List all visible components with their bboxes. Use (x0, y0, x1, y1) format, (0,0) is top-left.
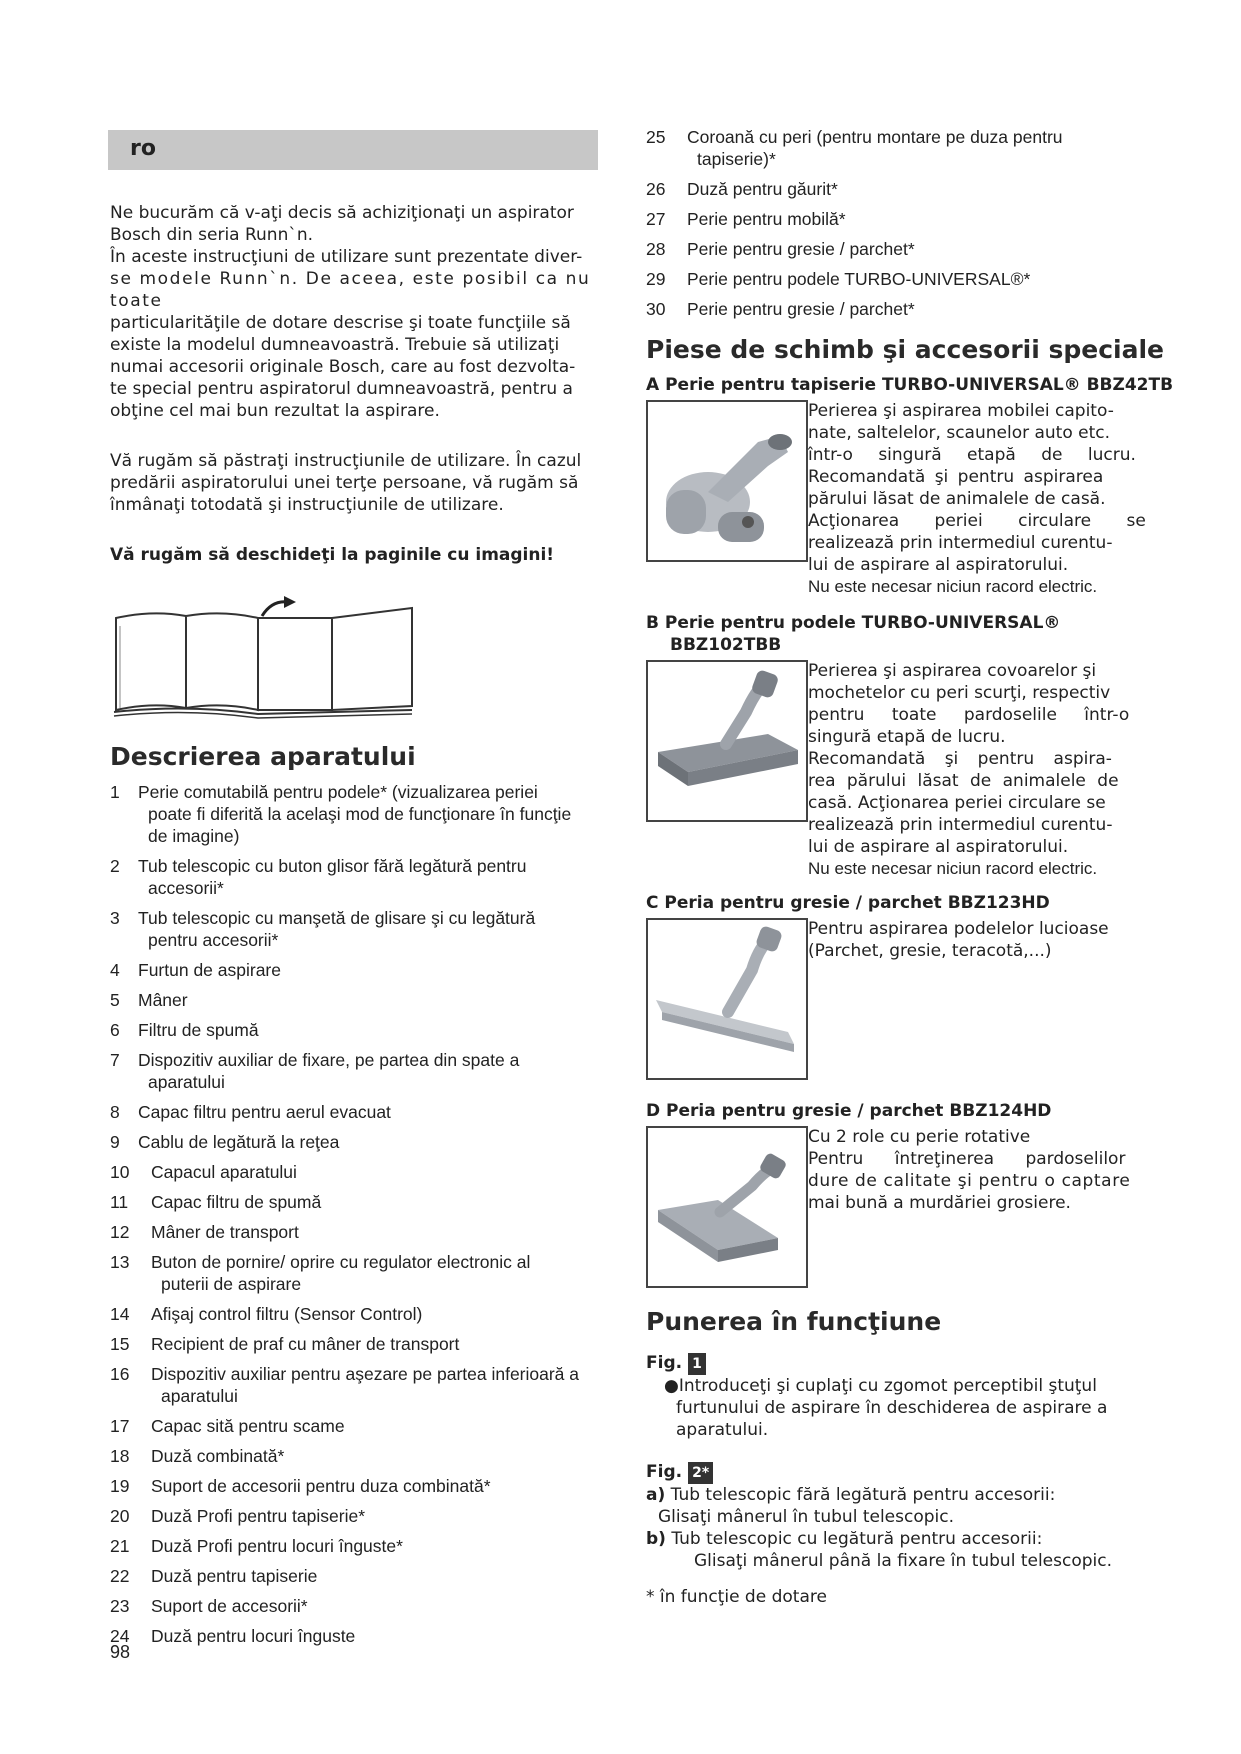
intro-line: numai accesorii originale Bosch, care au fost dezvolta- (110, 357, 576, 377)
list-item (110, 1251, 615, 1295)
accessory-a-note: Nu este necesar niciun racord electric. (808, 577, 1098, 596)
accessory-b-line: casă. Acţionarea periei circulare se (808, 793, 1106, 813)
accessory-b-line: pentru toate pardoselile într-o (808, 705, 1130, 725)
item-text (687, 268, 1186, 290)
accessory-b-line: Recomandată şi pentru aspira- (808, 749, 1112, 769)
item-text-line: Mâner (138, 990, 188, 1010)
item-text-continuation: accesorii* (148, 878, 224, 898)
list-item (110, 1333, 615, 1355)
operation-title: Punerea în funcţiune (646, 1307, 942, 1336)
list-item (110, 1415, 615, 1437)
figure-2-b (646, 1528, 1186, 1550)
accessory-b-line: realizează prin intermediul curentu- (808, 815, 1113, 835)
item-text-line: Dispozitiv auxiliar pentru aşezare pe partea inferioară a (151, 1364, 580, 1384)
item-number: 13 (110, 1252, 130, 1272)
accessory-b-line: mochetelor cu peri scurţi, respectiv (808, 683, 1111, 703)
item-number: 25 (646, 127, 666, 147)
list-item (110, 989, 615, 1011)
list-item (110, 907, 615, 951)
item-text-line: Duză pentru locuri înguste (151, 1626, 356, 1646)
item-text-line: Duză Profi pentru tapiserie* (151, 1506, 365, 1526)
list-item (646, 126, 1186, 170)
item-text (151, 1363, 615, 1407)
item-number: 9 (110, 1132, 120, 1152)
item-text-line: Duză pentru tapiserie (151, 1566, 318, 1586)
item-number: 3 (110, 908, 120, 928)
intro-line: predării aspiratorului unei terţe persoane, vă rugăm să (110, 473, 579, 493)
item-text (138, 855, 615, 899)
turbo-upholstery-brush-image (646, 400, 808, 562)
item-text-line: Perie pentru mobilă* (687, 209, 846, 229)
item-text (138, 781, 615, 847)
item-number: 5 (110, 990, 120, 1010)
item-number: 22 (110, 1566, 130, 1586)
item-text-continuation: tapiserie)* (697, 149, 776, 169)
item-text-line: Perie comutabilă pentru podele* (vizualizarea periei (138, 782, 538, 802)
item-text-line: Tub telescopic cu buton glisor fără legătură pentru (138, 856, 527, 876)
item-text-line: Capac filtru pentru aerul evacuat (138, 1102, 391, 1122)
intro-line: Bosch din seria Runn`n. (110, 225, 314, 245)
item-text-line: Recipient de praf cu mâner de transport (151, 1334, 460, 1354)
step-continuation: Glisaţi mânerul până la fixare în tubul telescopic. (694, 1551, 1113, 1571)
item-text (138, 1131, 615, 1153)
item-text-line: Perie pentru podele TURBO-UNIVERSAL®* (687, 269, 1031, 289)
fig-number: 1 (688, 1353, 706, 1375)
intro-line: Ne bucurăm că v-aţi decis să achiziţionaţi un aspirator (110, 203, 574, 223)
item-number: 14 (110, 1304, 130, 1324)
footnote: * în funcţie de dotare (646, 1587, 827, 1607)
item-number: 10 (110, 1162, 130, 1182)
item-text-continuation: aparatului (161, 1386, 238, 1406)
accessory-c (646, 918, 1186, 1098)
item-text (151, 1565, 615, 1587)
open-image-pages-note: Vă rugăm să deschideţi la paginile cu imagini! (110, 545, 555, 565)
fig-label: Fig. (646, 1353, 683, 1373)
item-text-line: Buton de pornire/ oprire cu regulator electronic al (151, 1252, 531, 1272)
intro-line: înmânaţi totodată şi instrucţiunile de utilizare. (110, 495, 504, 515)
item-text-line: Afişaj control filtru (Sensor Control) (151, 1304, 423, 1324)
roller-floor-brush-image (646, 1126, 808, 1288)
item-text-line: Capac sită pentru scame (151, 1416, 345, 1436)
item-text-line: Suport de accesorii* (151, 1596, 308, 1616)
item-number: 18 (110, 1446, 130, 1466)
item-number: 27 (646, 209, 666, 229)
accessory-d-heading: D Peria pentru gresie / parchet BBZ124HD (646, 1101, 1052, 1121)
page-number: 98 (110, 1642, 131, 1662)
item-text-continuation: de imagine) (148, 826, 240, 846)
item-text (138, 1019, 615, 1041)
accessory-b-note: Nu este necesar niciun racord electric. (808, 859, 1098, 878)
list-item (110, 1625, 615, 1647)
figure-2-a (646, 1484, 1186, 1506)
list-item (110, 1101, 615, 1123)
accessory-a-heading: A Perie pentru tapiserie TURBO-UNIVERSAL® BBZ42TB (646, 375, 1174, 395)
list-item (110, 855, 615, 899)
parts-list (110, 781, 615, 1647)
accessory-b (646, 660, 1186, 880)
intro-paragraph-2 (110, 450, 615, 516)
accessory-d-line: mai bună a murdăriei grosiere. (808, 1193, 1071, 1213)
list-item (646, 208, 1186, 230)
list-item (110, 1161, 615, 1183)
accessory-b-model: BBZ102TBB (670, 635, 782, 655)
item-text (151, 1475, 615, 1497)
item-text-line: Capac filtru de spumă (151, 1192, 322, 1212)
accessory-a-line: nate, saltelelor, scaunelor auto etc. (808, 423, 1111, 443)
item-number: 20 (110, 1506, 130, 1526)
accessory-a-line: părului lăsat de animalele de casă. (808, 489, 1106, 509)
intro-line: În aceste instrucţiuni de utilizare sunt prezentate diver- (110, 247, 583, 267)
accessory-b-line: rea părului lăsat de animalele de (808, 771, 1119, 791)
item-text (151, 1595, 615, 1617)
item-number: 19 (110, 1476, 130, 1496)
list-item (110, 1595, 615, 1617)
item-text (138, 1101, 615, 1123)
item-text-line: Duză Profi pentru locuri înguste* (151, 1536, 403, 1556)
list-item (110, 1221, 615, 1243)
accessory-c-heading: C Peria pentru gresie / parchet BBZ123HD (646, 893, 1050, 913)
item-text-line: Furtun de aspirare (138, 960, 281, 980)
item-number: 21 (110, 1536, 130, 1556)
item-text (138, 907, 615, 951)
item-number: 17 (110, 1416, 130, 1436)
list-item (646, 238, 1186, 260)
step-label: b) (646, 1529, 666, 1549)
list-item (110, 1565, 615, 1587)
item-text-line: Tub telescopic cu manşetă de glisare şi cu legătură (138, 908, 536, 928)
item-number: 30 (646, 299, 666, 319)
fig-label: Fig. (646, 1462, 683, 1482)
accessory-d (646, 1126, 1186, 1288)
item-text (138, 1049, 615, 1093)
item-text (151, 1535, 615, 1557)
list-item (110, 1019, 615, 1041)
step-continuation: Glisaţi mânerul în tubul telescopic. (658, 1507, 954, 1527)
accessory-a-line: realizează prin intermediul curentu- (808, 533, 1113, 553)
accessory-a (646, 400, 1186, 598)
list-item (110, 1445, 615, 1467)
item-text (151, 1333, 615, 1355)
turbo-floor-brush-image (646, 660, 808, 822)
item-text-line: Perie pentru gresie / parchet* (687, 299, 915, 319)
list-item (110, 781, 615, 847)
list-item (110, 1475, 615, 1497)
item-number: 12 (110, 1222, 130, 1242)
item-text (138, 959, 615, 981)
description-title: Descrierea aparatului (110, 742, 416, 771)
item-number: 26 (646, 179, 666, 199)
item-text (151, 1415, 615, 1437)
item-text (151, 1191, 615, 1213)
intro-paragraph-1 (110, 202, 615, 422)
hard-floor-brush-image (646, 918, 808, 1080)
item-number: 6 (110, 1020, 120, 1040)
step-label: a) (646, 1485, 666, 1505)
figure-2-label (646, 1461, 1186, 1484)
list-item (110, 1191, 615, 1213)
step-text: Tub telescopic fără legătură pentru accesorii: (670, 1485, 1056, 1505)
item-text (138, 989, 615, 1011)
language-code: ro (130, 136, 156, 161)
item-number: 23 (110, 1596, 130, 1616)
item-text-line: Filtru de spumă (138, 1020, 259, 1040)
figure-1-label (646, 1352, 1186, 1375)
instruction-line: aparatului. (676, 1420, 769, 1440)
accessory-d-line: dure de calitate şi pentru o captare (808, 1171, 1131, 1191)
item-text (687, 298, 1186, 320)
accessory-a-line: într-o singură etapă de lucru. (808, 445, 1136, 465)
accessory-a-line: Acţionarea periei circulare se (808, 511, 1146, 531)
item-number: 8 (110, 1102, 120, 1122)
list-item (110, 959, 615, 981)
item-number: 16 (110, 1364, 130, 1384)
item-text (151, 1221, 615, 1243)
item-text-line: Cablu de legătură la reţea (138, 1132, 340, 1152)
item-text-continuation: aparatului (148, 1072, 225, 1092)
list-item (110, 1303, 615, 1325)
list-item (110, 1535, 615, 1557)
intro-line: existe la modelul dumneavoastră. Trebuie să utilizaţi (110, 335, 560, 355)
item-text-line: Dispozitiv auxiliar de fixare, pe partea din spate a (138, 1050, 520, 1070)
accessory-b-line: singură etapă de lucru. (808, 727, 1006, 747)
accessory-a-line: lui de aspirare al aspiratorului. (808, 555, 1069, 575)
accessory-d-line: Pentru întreţinerea pardoselilor (808, 1149, 1126, 1169)
item-text (687, 208, 1186, 230)
intro-line: te special pentru aspiratorul dumneavoastră, pentru a (110, 379, 573, 399)
list-item (110, 1505, 615, 1527)
item-text (151, 1251, 615, 1295)
item-text-line: Duză combinată* (151, 1446, 285, 1466)
item-number: 1 (110, 782, 120, 802)
list-item (110, 1131, 615, 1153)
open-book-illustration (112, 596, 422, 721)
item-text-continuation: pentru accesorii* (148, 930, 279, 950)
accessory-b-line: Perierea şi aspirarea covoarelor şi (808, 661, 1097, 681)
spare-parts-title: Piese de schimb şi accesorii speciale (646, 335, 1165, 364)
list-item (110, 1363, 615, 1407)
accessory-a-line: Recomandată şi pentru aspirarea (808, 467, 1104, 487)
item-text (687, 178, 1186, 200)
item-number: 29 (646, 269, 666, 289)
intro-line: particularităţile de dotare descrise şi toate funcţiile să (110, 313, 571, 333)
item-text-continuation: poate fi diferită la acelaşi mod de funcţionare în funcţie (148, 804, 572, 824)
item-number: 15 (110, 1334, 130, 1354)
item-text-line: Perie pentru gresie / parchet* (687, 239, 915, 259)
intro-line: obţine cel mai bun rezultat la aspirare. (110, 401, 440, 421)
intro-line: se modele Runn`n. De aceea, este posibil ca nu toate (110, 269, 591, 311)
item-number: 11 (110, 1192, 129, 1212)
parts-list-continued (646, 126, 1186, 320)
language-header-bar (108, 130, 598, 170)
accessory-d-line: Cu 2 role cu perie rotative (808, 1127, 1031, 1147)
item-number: 24 (110, 1626, 130, 1646)
item-text-line: Duză pentru găurit* (687, 179, 838, 199)
item-number: 2 (110, 856, 120, 876)
list-item (646, 268, 1186, 290)
accessory-b-line: lui de aspirare al aspiratorului. (808, 837, 1069, 857)
instruction-line: furtunului de aspirare în deschiderea de aspirare a (676, 1398, 1108, 1418)
item-text-line: Mâner de transport (151, 1222, 299, 1242)
fig-number: 2* (688, 1462, 713, 1484)
item-text (687, 238, 1186, 260)
right-column (646, 126, 1186, 1608)
item-text (151, 1505, 615, 1527)
accessory-a-line: Perierea şi aspirarea mobilei capito- (808, 401, 1114, 421)
list-item (646, 178, 1186, 200)
item-text (151, 1445, 615, 1467)
accessory-c-line: Pentru aspirarea podelelor lucioase (808, 919, 1109, 939)
item-text (151, 1303, 615, 1325)
accessory-b-heading: B Perie pentru podele TURBO-UNIVERSAL® (646, 613, 1061, 633)
intro-line: Vă rugăm să păstraţi instrucţiunile de utilizare. În cazul (110, 451, 582, 471)
item-text (151, 1625, 615, 1647)
item-text-line: Coroană cu peri (pentru montare pe duza pentru (687, 127, 1063, 147)
item-text-line: Suport de accesorii pentru duza combinată* (151, 1476, 491, 1496)
item-number: 7 (110, 1050, 120, 1070)
item-text (151, 1161, 615, 1183)
left-column (110, 202, 615, 1655)
item-number: 28 (646, 239, 666, 259)
item-number: 4 (110, 960, 120, 980)
figure-1-instruction (646, 1375, 1186, 1441)
list-item (110, 1049, 615, 1093)
item-text-continuation: puterii de aspirare (161, 1274, 302, 1294)
step-text: Tub telescopic cu legătură pentru accesorii: (671, 1529, 1043, 1549)
accessory-c-line: (Parchet, gresie, teracotă,...) (808, 941, 1052, 961)
item-text-line: Capacul aparatului (151, 1162, 297, 1182)
instruction-line: ●Introduceţi şi cuplaţi cu zgomot perceptibil ştuţul (664, 1376, 1097, 1396)
list-item (646, 298, 1186, 320)
item-text (687, 126, 1186, 170)
